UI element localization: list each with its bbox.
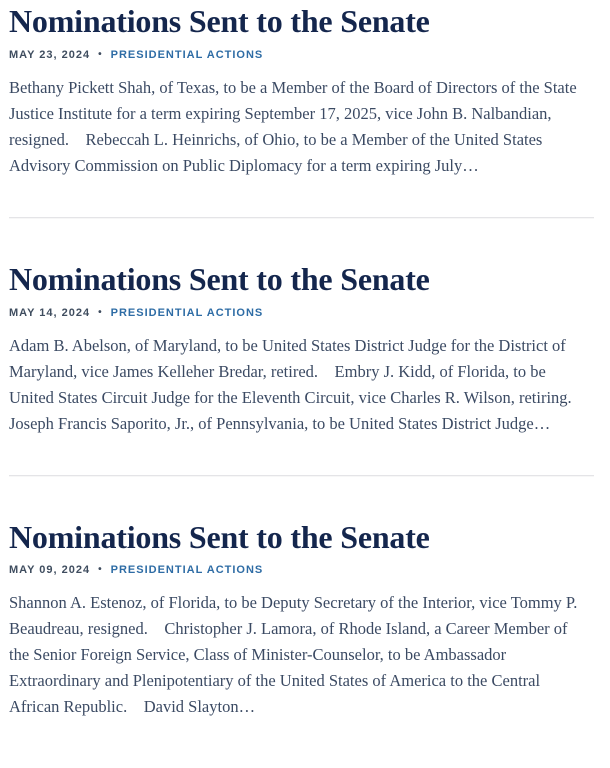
meta-separator-dot: • — [98, 48, 103, 60]
post-title-link[interactable]: Nominations Sent to the Senate — [9, 260, 430, 297]
post-category-link[interactable]: PRESIDENTIAL ACTIONS — [110, 564, 264, 577]
post-meta — [9, 564, 594, 576]
post-meta — [9, 49, 594, 61]
meta-separator-dot: • — [98, 306, 103, 318]
post-date: MAY 09, 2024 — [9, 564, 91, 577]
meta-separator-dot: • — [98, 564, 103, 576]
post-entry — [9, 520, 594, 731]
post-excerpt: Shannon A. Estenoz, of Florida, to be Deputy Secretary of the Interior, vice Tommy P. Beaudreau, resigned. Christopher J. Lamora, of Rhode Island, a Career Member of the Senior Foreign Service, Class of Minister-Counselor, to be Ambassador Extraordinary and Plenipotentiary of the United States of America to the Central African Republic. David Slayton… — [9, 593, 578, 717]
post-title-link[interactable]: Nominations Sent to the Senate — [9, 518, 430, 555]
post-entry — [9, 4, 594, 218]
post-entry — [9, 262, 594, 476]
post-title-link[interactable]: Nominations Sent to the Senate — [9, 3, 430, 39]
post-category-link[interactable]: PRESIDENTIAL ACTIONS — [110, 48, 264, 61]
post-date: MAY 14, 2024 — [9, 306, 91, 319]
post-category-link[interactable]: PRESIDENTIAL ACTIONS — [110, 306, 264, 319]
post-excerpt: Adam B. Abelson, of Maryland, to be United States District Judge for the District of Maryland, vice James Kelleher Bredar, retired. Embry J. Kidd, of Florida, to be United States Circuit Judge for the Eleventh Circuit, vice Charles R. Wilson, retiring. Joseph Francis Saporito, Jr., of Pennsylvania, to be United States District Judge… — [9, 335, 585, 433]
post-excerpt: Bethany Pickett Shah, of Texas, to be a Member of the Board of Directors of the State Justice Institute for a term expiring September 17, 2025, vice John B. Nalbandian, resigned. Rebeccah L. Heinrichs, of Ohio, to be a Member of the United States Advisory Commission on Public Diplomacy for a term expiring July… — [9, 77, 577, 175]
post-meta — [9, 307, 594, 319]
post-date: MAY 23, 2024 — [9, 48, 91, 61]
